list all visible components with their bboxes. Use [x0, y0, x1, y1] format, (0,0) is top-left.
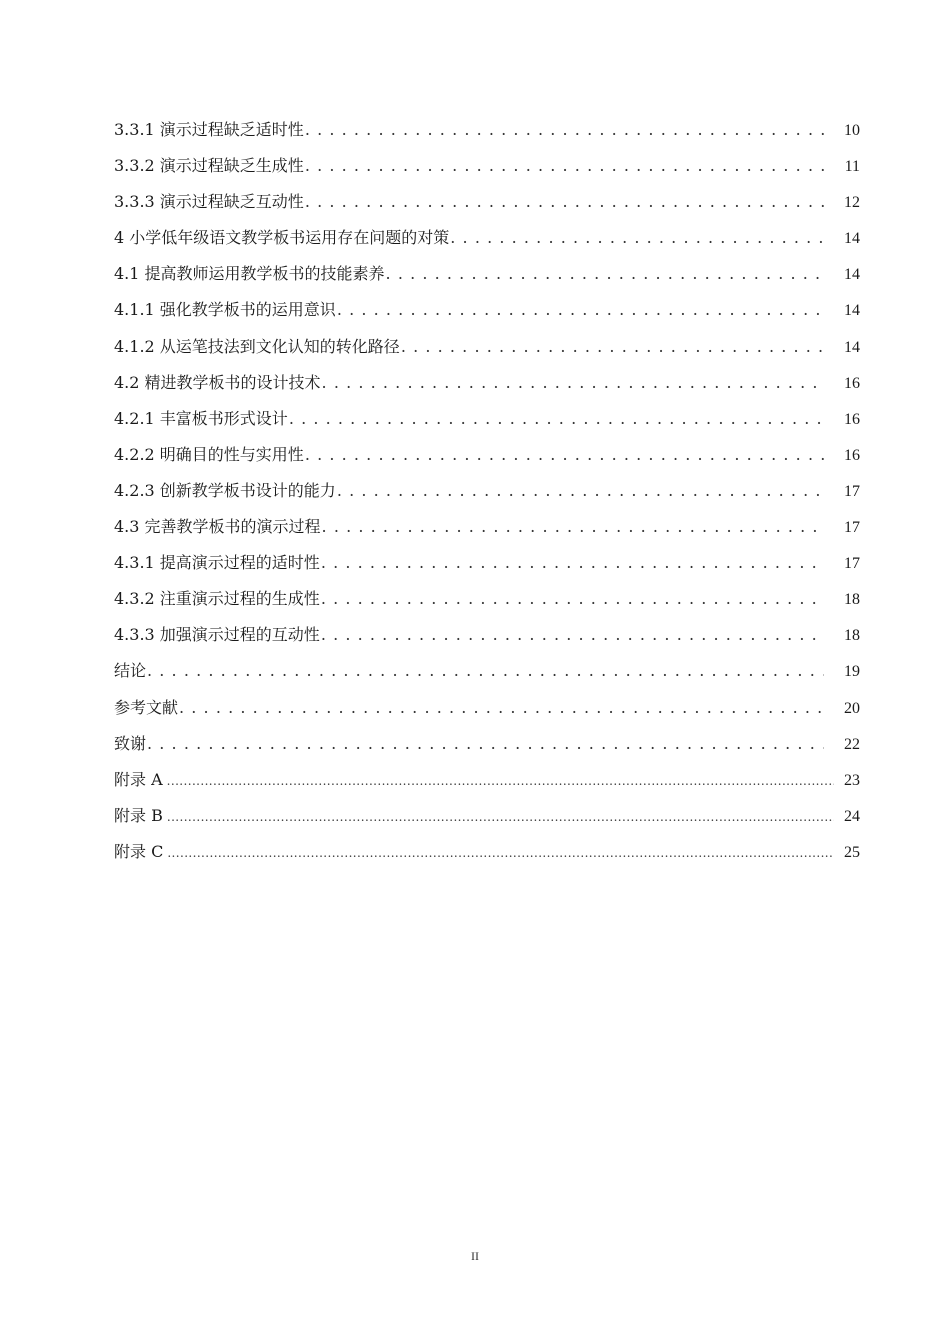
toc-leader-dots	[337, 292, 824, 328]
toc-entry-title: 4.1.2 从运笔技法到文化认知的转化路径	[114, 336, 400, 356]
toc-entry-title: 3.3.1 演示过程缺乏适时性	[114, 120, 304, 139]
toc-leader-dots	[450, 220, 824, 256]
toc-entry-title: 4.2.1 丰富板书形式设计	[114, 408, 288, 428]
toc-entry-page: 11	[844, 158, 860, 176]
toc-leader-dots	[322, 365, 824, 401]
toc-entry-title: 4.3.3 加强演示过程的互动性	[114, 625, 320, 645]
toc-leader-dots	[321, 545, 824, 581]
toc-entry-3-3-1[interactable]	[114, 112, 860, 148]
toc-entry-title: 附录 A	[114, 769, 163, 789]
toc-leader-dots	[179, 690, 824, 726]
toc-entry-acknowledgements[interactable]	[114, 726, 860, 762]
toc-entry-page: 14	[844, 302, 860, 320]
toc-entry-4[interactable]	[114, 220, 860, 256]
toc-entry-appendix-a[interactable]	[114, 762, 860, 798]
toc-entry-title: 3.3.3 演示过程缺乏互动性	[114, 192, 304, 212]
toc-entry-page: 22	[844, 735, 860, 753]
toc-entry-4-2-1[interactable]	[114, 401, 860, 437]
toc-leader-dots	[147, 653, 824, 689]
toc-entry-page: 18	[844, 627, 860, 645]
toc-entry-conclusion[interactable]	[114, 653, 860, 689]
toc-entry-3-3-2[interactable]	[114, 148, 860, 184]
toc-entry-4-3-1[interactable]	[114, 545, 860, 581]
toc-entry-4-3[interactable]	[114, 509, 860, 545]
toc-entry-page: 19	[844, 663, 860, 681]
toc-leader-dots	[321, 617, 824, 653]
toc-entry-title: 4.2.2 明确目的性与实用性	[114, 444, 304, 464]
toc-entry-page: 24	[844, 807, 860, 825]
toc-entry-4-3-2[interactable]	[114, 581, 860, 617]
page-number: II	[471, 1249, 479, 1263]
toc-leader-dots	[305, 148, 824, 184]
toc-entry-4-1-2[interactable]	[114, 329, 860, 365]
toc-leader-dots	[322, 509, 824, 545]
toc-entry-4-2-3[interactable]	[114, 473, 860, 509]
table-of-contents	[114, 112, 860, 872]
toc-entry-page: 17	[844, 519, 860, 537]
toc-entry-title: 4.3 完善教学板书的演示过程	[114, 517, 321, 537]
toc-entry-references[interactable]	[114, 690, 860, 726]
toc-entry-page: 25	[844, 843, 860, 861]
toc-leader-dots	[401, 329, 824, 365]
toc-entry-title: 附录 B	[114, 805, 163, 825]
toc-leader-dots	[305, 437, 824, 473]
toc-entry-page: 17	[844, 555, 860, 573]
toc-entry-appendix-b[interactable]	[114, 798, 860, 834]
toc-entry-title: 附录 C	[114, 841, 164, 861]
toc-leader-dots	[147, 726, 824, 762]
toc-entry-4-2-2[interactable]	[114, 437, 860, 473]
toc-entry-page: 23	[844, 771, 860, 789]
toc-entry-page: 20	[844, 699, 860, 717]
toc-entry-4-2[interactable]	[114, 365, 860, 401]
toc-entry-title: 致谢	[114, 733, 147, 753]
toc-entry-page: 16	[844, 410, 860, 428]
toc-leader-dots	[305, 184, 824, 220]
toc-entry-4-1-1[interactable]	[114, 292, 860, 328]
toc-leader-dots	[305, 112, 824, 148]
toc-entry-4-3-3[interactable]	[114, 617, 860, 653]
toc-entry-page: 12	[844, 194, 860, 212]
toc-leader-dots	[386, 256, 824, 292]
toc-entry-page: 16	[844, 446, 860, 464]
toc-entry-page: 17	[844, 482, 860, 500]
toc-entry-title: 4 小学低年级语文教学板书运用存在问题的对策	[114, 228, 450, 248]
toc-entry-title: 结论	[114, 661, 147, 681]
toc-leader-dots	[167, 762, 834, 799]
toc-entry-page: 18	[844, 591, 860, 609]
toc-leader-dots	[167, 798, 834, 835]
toc-entry-page: 14	[844, 338, 860, 356]
toc-leader-dots	[337, 473, 824, 509]
toc-entry-title: 4.3.1 提高演示过程的适时性	[114, 553, 320, 573]
toc-entry-3-3-3[interactable]	[114, 184, 860, 220]
toc-entry-title: 4.2 精进教学板书的设计技术	[114, 372, 321, 392]
toc-entry-page: 10	[844, 122, 860, 139]
toc-entry-title: 4.1.1 强化教学板书的运用意识	[114, 300, 336, 320]
toc-entry-title: 参考文献	[114, 697, 179, 717]
toc-leader-dots	[289, 401, 824, 437]
toc-entry-page: 14	[844, 230, 860, 248]
toc-entry-title: 4.1 提高教师运用教学板书的技能素养	[114, 264, 385, 284]
toc-entry-appendix-c[interactable]	[114, 834, 860, 872]
toc-leader-dots	[167, 834, 834, 871]
toc-entry-title: 3.3.2 演示过程缺乏生成性	[114, 156, 304, 176]
toc-entry-title: 4.2.3 创新教学板书设计的能力	[114, 480, 336, 500]
toc-entry-title: 4.3.2 注重演示过程的生成性	[114, 589, 320, 609]
toc-entry-page: 16	[844, 374, 860, 392]
toc-entry-4-1[interactable]	[114, 256, 860, 292]
toc-entry-page: 14	[844, 266, 860, 284]
toc-leader-dots	[321, 581, 824, 617]
